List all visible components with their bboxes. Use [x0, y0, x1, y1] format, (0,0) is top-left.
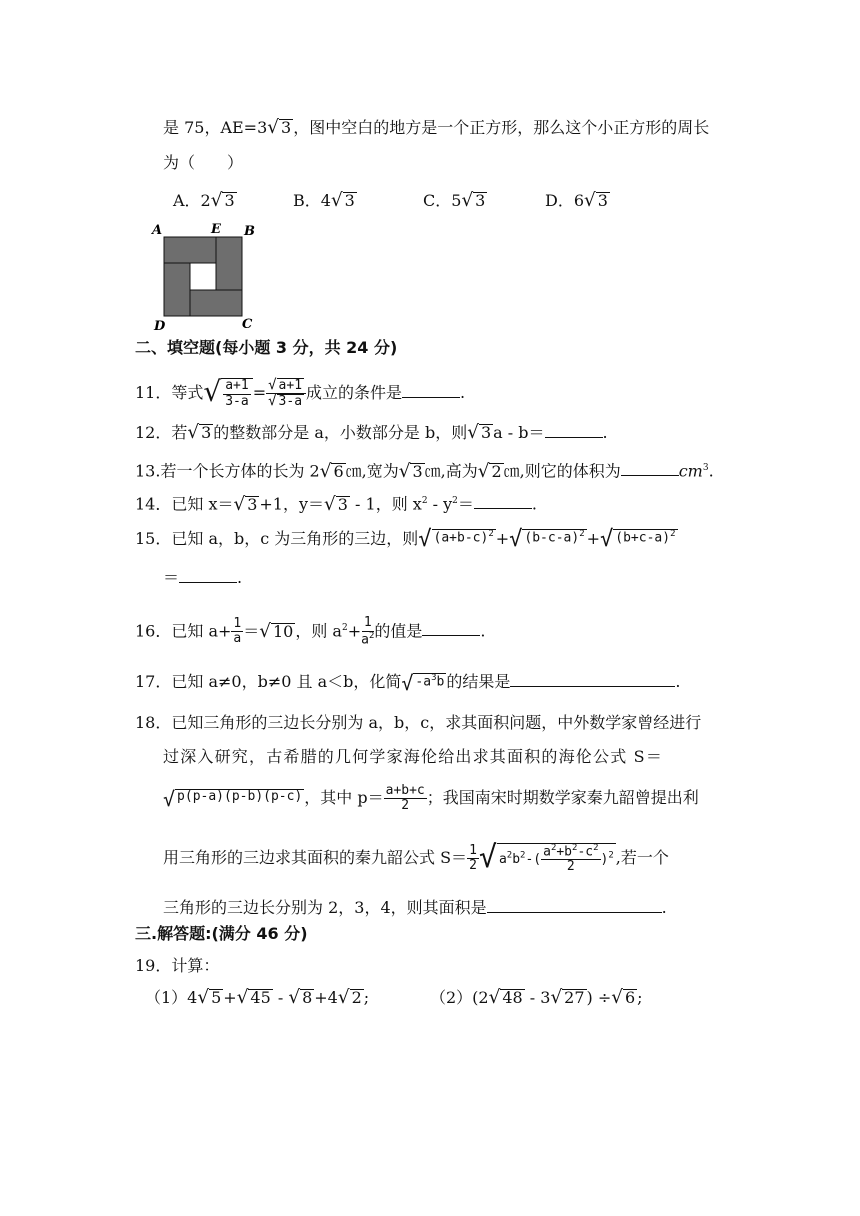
q17: 17．已知 a≠0，b≠0 且 a＜b，化简 √ $-a^3b$ 的结果是 .	[135, 670, 681, 695]
q10-line2: 为（ ）	[163, 153, 244, 172]
label-e: E	[211, 222, 221, 237]
q14-blank	[474, 492, 532, 509]
q18-line1: 18．已知三角形的三边长分别为 a，b，c，求其面积问题，中外数学家曾经进行	[135, 713, 702, 732]
q18-line3: √ p(p-a)(p-b)(p-c) ，其中 p＝ $\frac{a+b+c}{2}$ ；我国南宋时期数学家秦九韶曾提出利	[163, 782, 699, 813]
section3-heading: 三.解答题:(满分 46 分)	[135, 924, 308, 943]
q15-blank	[179, 566, 237, 583]
q15: 15．已知 a，b，c 为三角形的三边，则 √ $(a+b-c)^2$ + √ $(b-c-a)^2$ + √ $(b+c-a)^2$	[135, 526, 676, 552]
q12-blank	[545, 421, 603, 438]
q11-blank	[402, 381, 460, 398]
q13: 13.若一个长方体的长为 2 √ 6 ㎝,宽为 √ 3 ㎝,高为 √ 2 ㎝,则它的体积为 $cm^3$.	[135, 460, 714, 482]
option-d: D．6 √ 3	[545, 190, 608, 212]
q16-blank	[422, 619, 480, 636]
q13-blank	[621, 459, 679, 476]
option-c: C．5 √ 3	[423, 190, 486, 212]
q19-part2: （2）(2 √ 48 - 3 √ 27 ) ÷ √ 6 ;	[430, 987, 643, 1009]
label-b: B	[244, 224, 255, 239]
label-c: C	[242, 317, 253, 332]
q14: 14．已知 x＝ √ 3 +1，y＝ √ 3 - 1，则 $x^2 - y^2=$ .	[135, 493, 538, 515]
q19-title: 19．计算：	[135, 956, 220, 975]
option-b: B．4 √ 3	[293, 190, 355, 212]
q11: 11．等式 √ $\frac{a+1}{3-a}$ = √ a+1 √ 3-a 成立的条件是 .	[135, 375, 466, 409]
q19-part1: （1）4 √ 5 + √ 45 - √ 8 +4 √ 2 ;	[145, 987, 370, 1009]
radical: √ 3	[267, 117, 292, 139]
q18-line5: 三角形的三边长分别为 2，3，4，则其面积是 .	[163, 898, 667, 917]
label-d: D	[154, 319, 166, 334]
q17-blank	[510, 670, 675, 687]
square-figure	[150, 222, 260, 334]
q18-line4: 用三角形的三边求其面积的秦九韶公式 S＝ $\frac{1}{2}$ √ $a^2b^2-$( $\frac{a^2+b^2-c^2}{2}$ )$^2$ ,若一个	[163, 839, 669, 875]
option-a: A．2 √ 3	[173, 190, 235, 212]
q10-line1: 是 75，AE=3 √ 3 ，图中空白的地方是一个正方形，那么这个小正方形的周长	[163, 117, 710, 139]
q18-line2: 过深入研究，古希腊的几何学家海伦给出求其面积的海伦公式 S＝	[163, 747, 664, 766]
q15-line2: ＝ .	[163, 568, 243, 587]
q18-blank	[487, 896, 662, 913]
section2-heading: 二、填空题(每小题 3 分，共 24 分)	[135, 338, 398, 357]
q12: 12．若 √ 3 的整数部分是 a，小数部分是 b，则 √ 3 a - b＝ .	[135, 422, 608, 444]
label-a: A	[152, 223, 163, 238]
q16: 16．已知 a+ $\frac{1}{a}$ ＝ √ 10 ，则 $a^2+$ $\frac{1}{a^2}$ 的值是 .	[135, 615, 486, 647]
